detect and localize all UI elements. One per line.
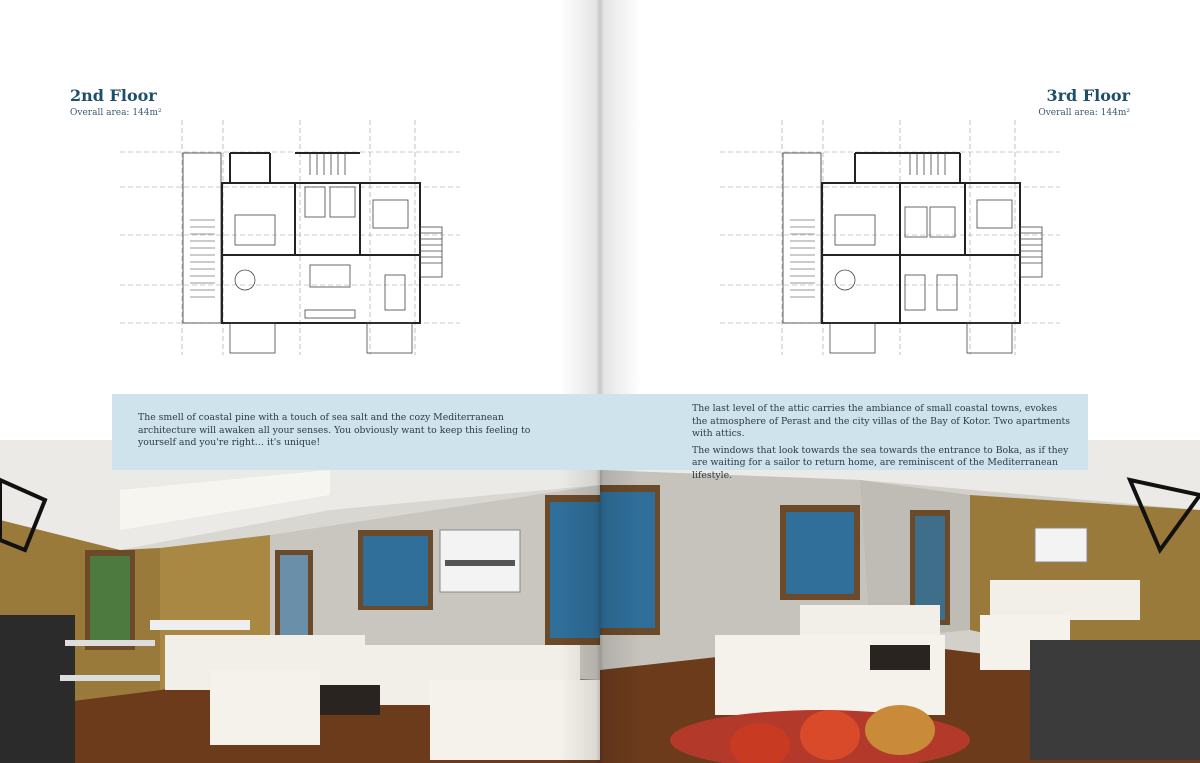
floor-plan-3rd [715, 115, 1075, 365]
floor-plan-2nd [115, 115, 475, 365]
floor-title-3rd: 3rd Floor [1046, 86, 1130, 105]
description-text-3rd-p1: The last level of the attic carries the ambiance of small coastal towns, evokes the atmosphere of Perast and the city villas of the Bay of Kotor. Two apartments with attics. [692, 403, 1071, 439]
description-band-left [112, 394, 600, 470]
floor-area-2nd: Overall area: 144m² [70, 108, 162, 118]
description-band-right [600, 394, 1088, 481]
right-page [600, 0, 1200, 763]
living-room-render-left [0, 440, 600, 763]
floor-area-3rd: Overall area: 144m² [1038, 108, 1130, 118]
floor-title-2nd: 2nd Floor [70, 86, 157, 105]
description-text-2nd: The smell of coastal pine with a touch of sea salt and the cozy Mediterranean architecture will awaken all your senses. You obviously want to keep this feeling to yourself and you're right… it's unique! [138, 412, 531, 448]
description-text-3rd-p2: The windows that look towards the sea towards the entrance to Boka, as if they are waiting for a sailor to return home, are reminiscent of the Mediterranean lifestyle. [692, 444, 1069, 481]
living-room-render-right [600, 440, 1200, 763]
